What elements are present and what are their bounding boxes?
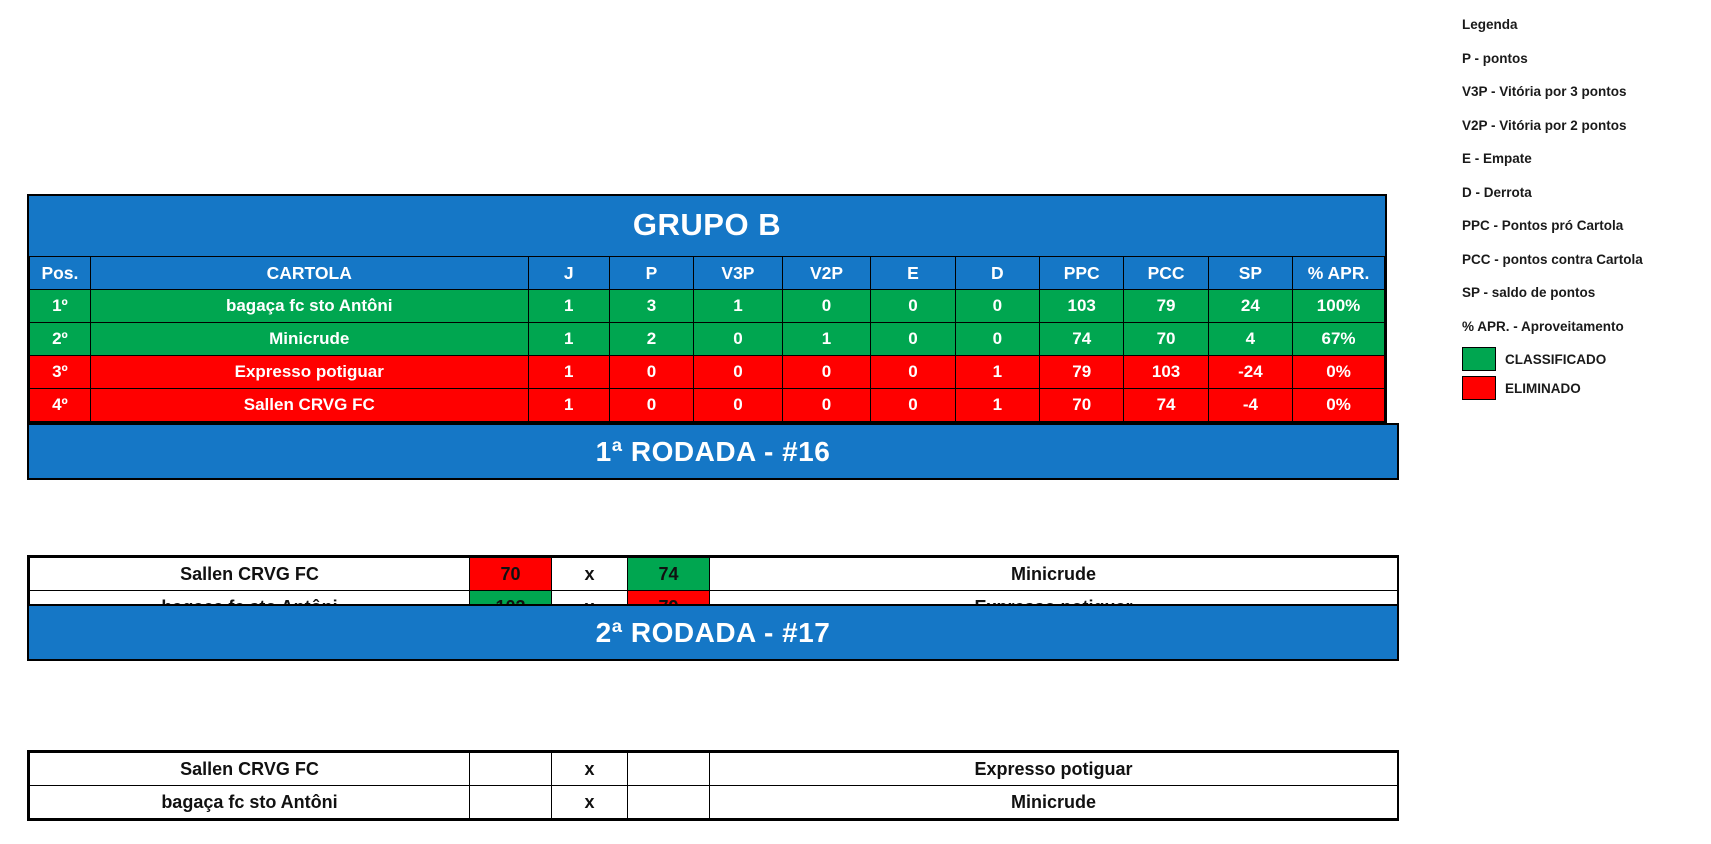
row-pos: 4º — [30, 389, 91, 422]
row-v2p: 0 — [782, 356, 871, 389]
row-d: 1 — [955, 356, 1039, 389]
round-2-match-table — [29, 752, 1398, 819]
match-home-team: Sallen CRVG FC — [30, 753, 470, 786]
row-sp: 24 — [1208, 290, 1292, 323]
row-j: 1 — [528, 323, 609, 356]
legend-item-d: D - Derrota — [1462, 184, 1532, 200]
row-pos: 3º — [30, 356, 91, 389]
row-p: 0 — [609, 389, 693, 422]
match-home-score — [470, 786, 552, 819]
row-p: 0 — [609, 356, 693, 389]
legend-item-v2p: V2P - Vitória por 2 pontos — [1462, 117, 1627, 133]
match-home-team: Sallen CRVG FC — [30, 558, 470, 591]
match-vs: x — [552, 786, 628, 819]
legend-item-v3p: V3P - Vitória por 3 pontos — [1462, 84, 1627, 99]
col-v3p: V3P — [694, 257, 783, 290]
row-e: 0 — [871, 323, 955, 356]
match-away-team: Minicrude — [710, 786, 1398, 819]
row-pcc: 70 — [1124, 323, 1208, 356]
col-apr: % APR. — [1293, 257, 1385, 290]
row-ppc: 103 — [1040, 290, 1124, 323]
table-row — [30, 389, 1385, 422]
row-j: 1 — [528, 389, 609, 422]
qualified-color-swatch — [1462, 347, 1496, 371]
col-d: D — [955, 257, 1039, 290]
row-team: Minicrude — [90, 323, 528, 356]
col-pcc: PCC — [1124, 257, 1208, 290]
legend-item-p: P - pontos — [1462, 50, 1528, 66]
round-2-banner: 2ª RODADA - #17 — [27, 604, 1399, 661]
standings-header-row — [30, 257, 1385, 290]
round-1-banner: 1ª RODADA - #16 — [27, 423, 1399, 480]
legend-item-ppc: PPC - Pontos pró Cartola — [1462, 218, 1624, 233]
row-v3p: 1 — [694, 290, 783, 323]
row-e: 0 — [871, 290, 955, 323]
legend-item-sp: SP - saldo de pontos — [1462, 285, 1596, 300]
match-away-team: Minicrude — [710, 558, 1398, 591]
eliminated-label: ELIMINADO — [1505, 380, 1581, 396]
round-2-matches — [27, 750, 1399, 821]
match-away-score — [628, 753, 710, 786]
col-j: J — [528, 257, 609, 290]
row-v3p: 0 — [694, 323, 783, 356]
col-p: P — [609, 257, 693, 290]
row-ppc: 79 — [1040, 356, 1124, 389]
table-row — [30, 290, 1385, 323]
row-p: 3 — [609, 290, 693, 323]
match-away-team: Expresso potiguar — [710, 753, 1398, 786]
row-sp: 4 — [1208, 323, 1292, 356]
row-j: 1 — [528, 290, 609, 323]
legend-title: Legenda — [1462, 17, 1518, 32]
row-pcc: 103 — [1124, 356, 1208, 389]
legend-panel — [1462, 8, 1702, 401]
row-v2p: 1 — [782, 323, 871, 356]
qualified-label: CLASSIFICADO — [1505, 351, 1607, 367]
group-table-frame — [27, 256, 1387, 424]
row-pcc: 79 — [1124, 290, 1208, 323]
row-v3p: 0 — [694, 356, 783, 389]
legend-eliminated-row — [1462, 375, 1702, 401]
legend-item-pcc: PCC - pontos contra Cartola — [1462, 251, 1643, 267]
table-row — [30, 558, 1398, 591]
table-row — [30, 753, 1398, 786]
row-d: 0 — [955, 323, 1039, 356]
row-apr: 0% — [1293, 389, 1385, 422]
row-v3p: 0 — [694, 389, 783, 422]
col-v2p: V2P — [782, 257, 871, 290]
col-pos: Pos. — [30, 257, 91, 290]
row-p: 2 — [609, 323, 693, 356]
match-away-score — [628, 786, 710, 819]
legend-item-apr: % APR. - Aproveitamento — [1462, 318, 1624, 334]
row-ppc: 70 — [1040, 389, 1124, 422]
row-ppc: 74 — [1040, 323, 1124, 356]
col-sp: SP — [1208, 257, 1292, 290]
row-sp: -24 — [1208, 356, 1292, 389]
eliminated-color-swatch — [1462, 376, 1496, 400]
row-pos: 2º — [30, 323, 91, 356]
row-team: Expresso potiguar — [90, 356, 528, 389]
match-home-score — [470, 753, 552, 786]
group-title: GRUPO B — [27, 194, 1387, 256]
row-pcc: 74 — [1124, 389, 1208, 422]
row-d: 0 — [955, 290, 1039, 323]
group-standings-block — [27, 194, 1387, 424]
row-j: 1 — [528, 356, 609, 389]
match-home-score: 70 — [470, 558, 552, 591]
table-row — [30, 356, 1385, 389]
row-v2p: 0 — [782, 290, 871, 323]
row-pos: 1º — [30, 290, 91, 323]
row-d: 1 — [955, 389, 1039, 422]
row-sp: -4 — [1208, 389, 1292, 422]
table-row — [30, 323, 1385, 356]
standings-table — [29, 256, 1385, 422]
col-cartola: CARTOLA — [90, 257, 528, 290]
row-v2p: 0 — [782, 389, 871, 422]
row-e: 0 — [871, 389, 955, 422]
col-e: E — [871, 257, 955, 290]
row-team: bagaça fc sto Antôni — [90, 290, 528, 323]
match-home-team: bagaça fc sto Antôni — [30, 786, 470, 819]
col-ppc: PPC — [1040, 257, 1124, 290]
match-vs: x — [552, 558, 628, 591]
table-row — [30, 786, 1398, 819]
row-e: 0 — [871, 356, 955, 389]
match-away-score: 74 — [628, 558, 710, 591]
legend-item-e: E - Empate — [1462, 151, 1532, 166]
row-team: Sallen CRVG FC — [90, 389, 528, 422]
row-apr: 67% — [1293, 323, 1385, 356]
row-apr: 100% — [1293, 290, 1385, 323]
legend-qualified-row — [1462, 346, 1702, 372]
match-vs: x — [552, 753, 628, 786]
row-apr: 0% — [1293, 356, 1385, 389]
